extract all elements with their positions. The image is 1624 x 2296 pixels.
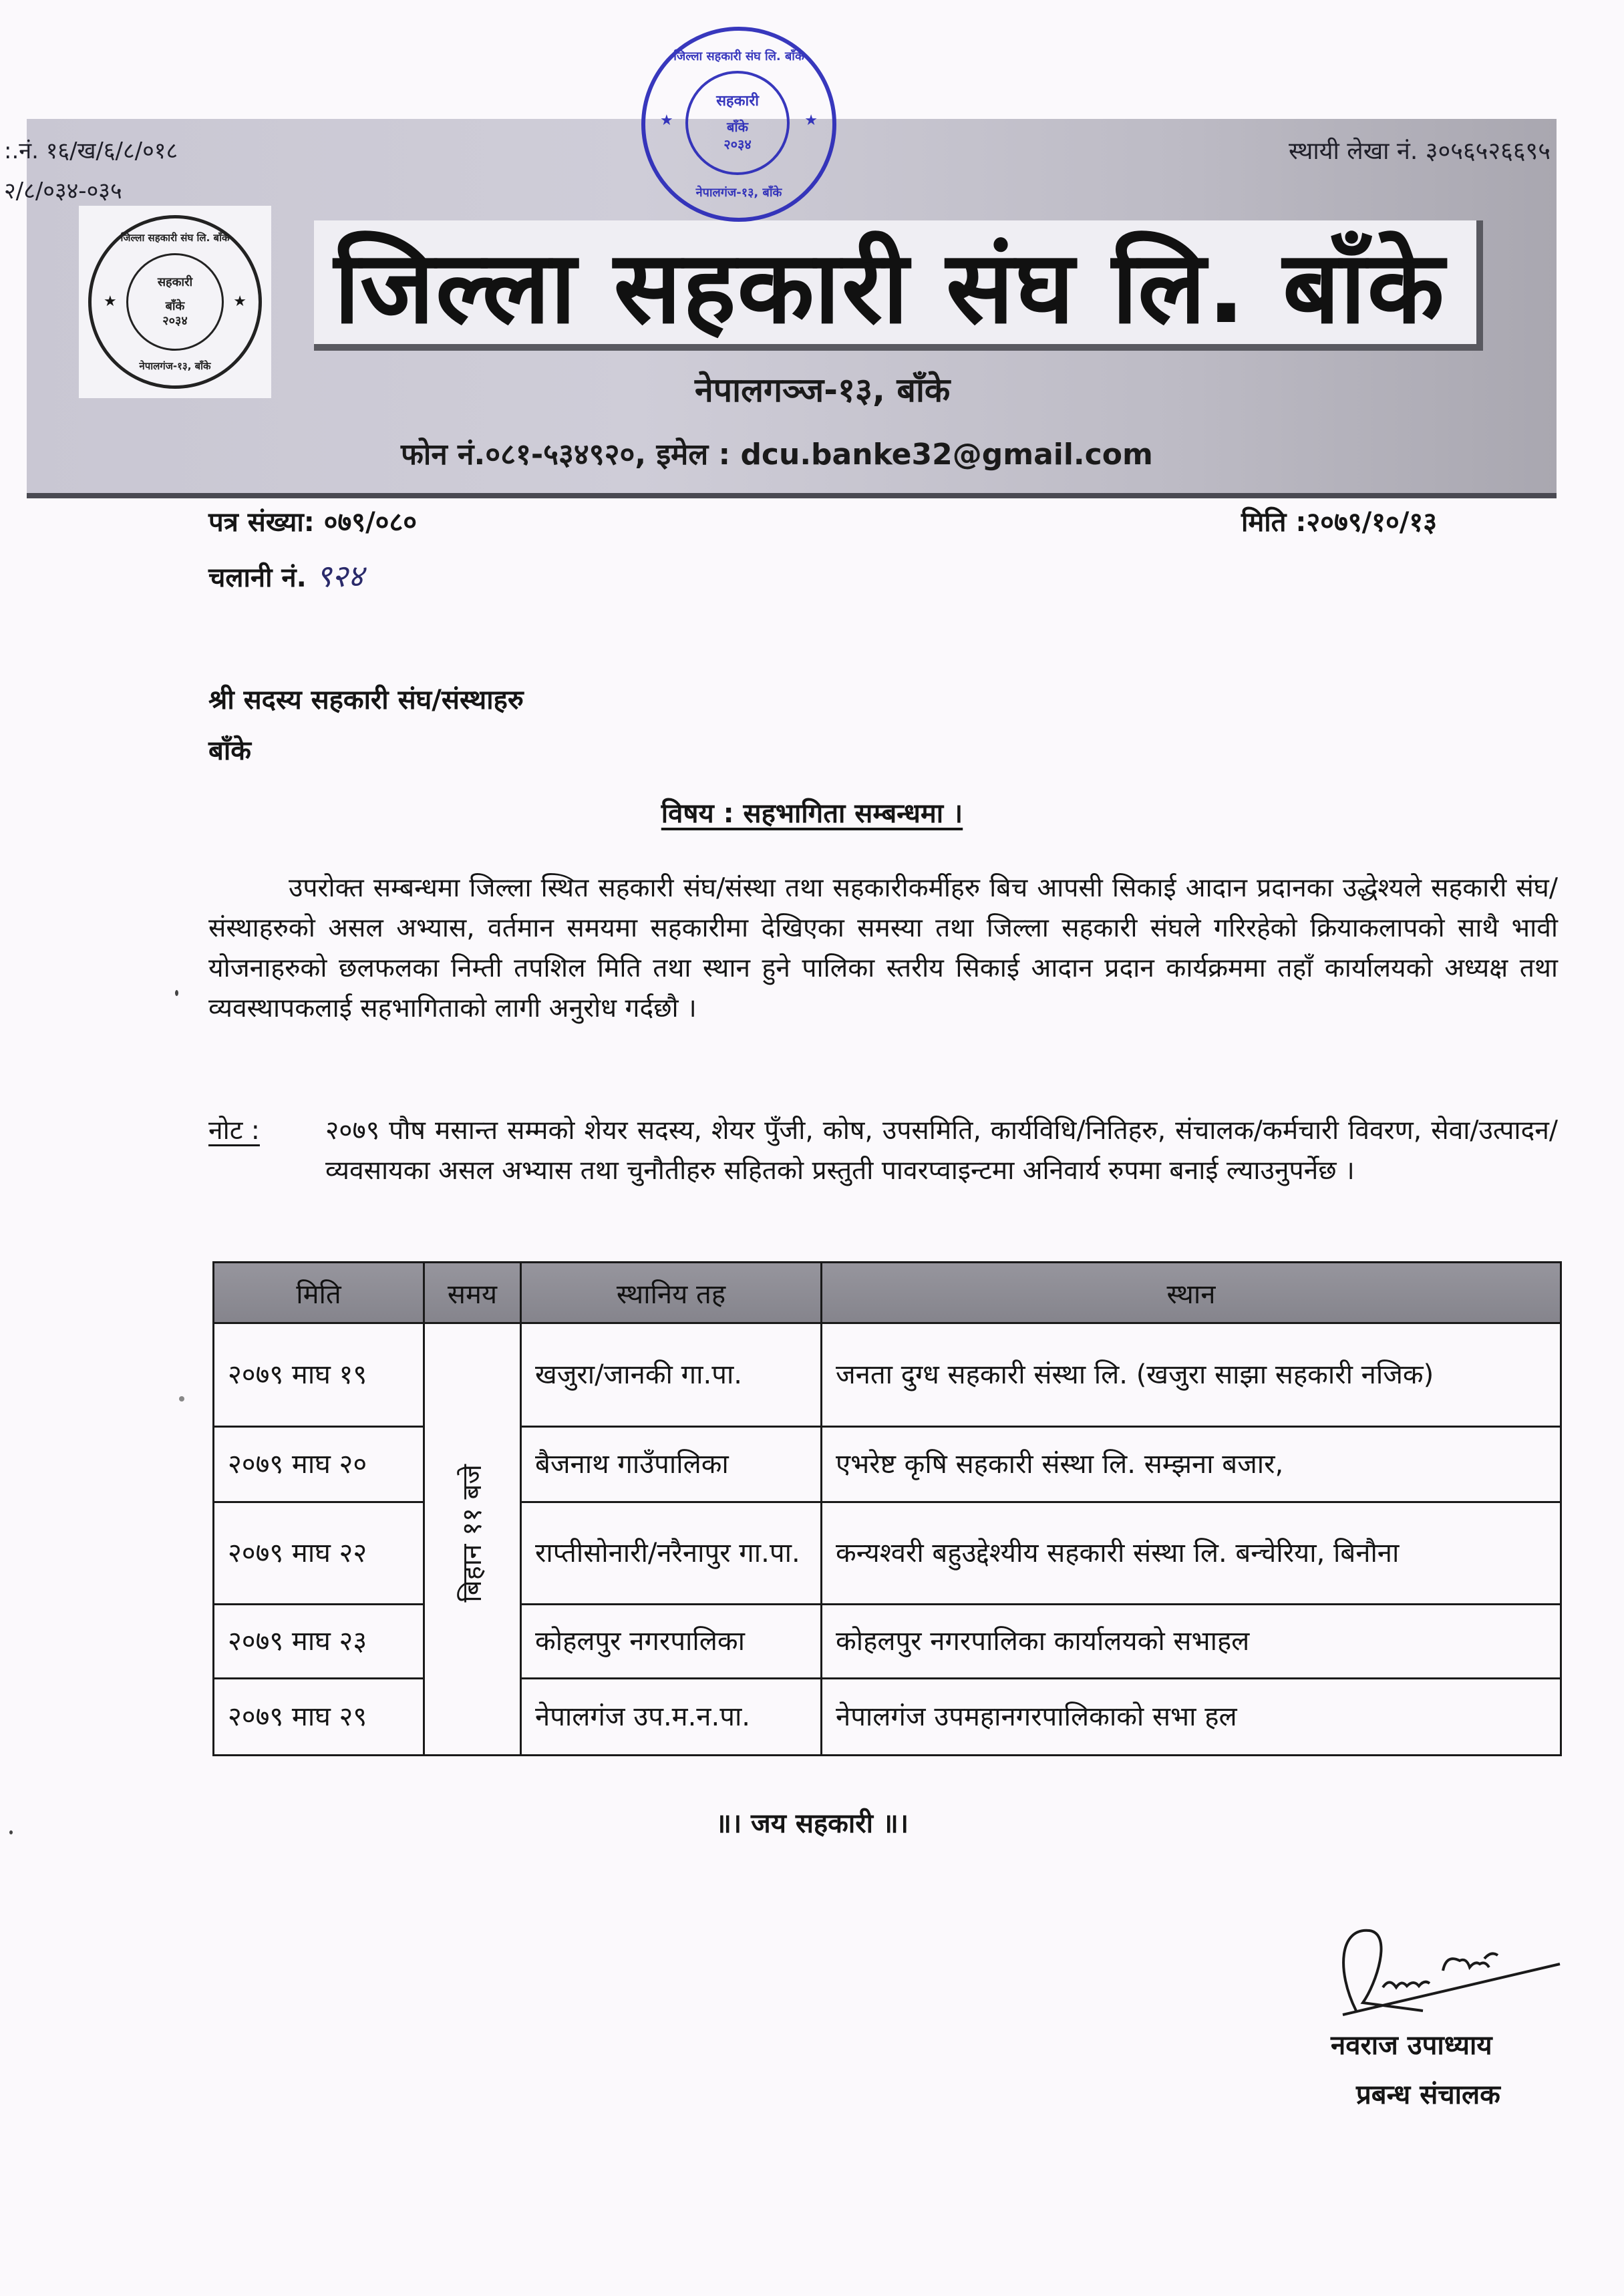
logo-inner-circle (126, 253, 224, 351)
organization-name: जिल्ला सहकारी संघ लि. बाँके (334, 230, 1446, 346)
signer-name: नवराज उपाध्याय (1331, 2030, 1492, 2061)
scan-speck (175, 990, 178, 996)
cell-venue: कन्यश्वरी बहुउद्देश्यीय सहकारी संस्था लि. बन्चेरिया, बिनौना (822, 1502, 1561, 1605)
time-text: बिहान ११ बजे (457, 1464, 488, 1603)
contact-separator: , (635, 438, 657, 472)
table-row (214, 1323, 1561, 1427)
note-label: नोट : (208, 1116, 260, 1146)
official-stamp-icon (641, 27, 836, 222)
addressee-line-1: श्री सदस्य सहकारी संघ/संस्थाहरु (208, 685, 524, 715)
cell-venue: एभरेष्ट कृषि सहकारी संस्था लि. सम्झना बजार, (822, 1427, 1561, 1502)
scan-speck (179, 1396, 184, 1402)
star-icon: ★ (660, 112, 673, 129)
logo-bottom-text: नेपालगंज-१३, बाँके (139, 360, 211, 372)
addressee (208, 675, 524, 776)
stamp-bottom-text: नेपालगंज-१३, बाँके (695, 186, 782, 200)
email-address[interactable]: dcu.banke32@gmail.com (740, 438, 1153, 472)
header-venue: स्थान (822, 1263, 1561, 1323)
registration-line-2: २/८/०३४-०३५ (4, 178, 122, 204)
header-local-level: स्थानिय तह (521, 1263, 822, 1323)
cell-date: २०७९ माघ २३ (214, 1605, 424, 1679)
table-row (214, 1427, 1561, 1502)
dispatch-value: ९२४ (315, 558, 364, 594)
cell-date: २०७९ माघ १९ (214, 1323, 424, 1427)
stamp-inner-circle (685, 71, 790, 175)
star-icon: ★ (104, 293, 117, 310)
subject-line (0, 794, 1624, 830)
note-text: २०७९ पौष मसान्त सम्मको शेयर सदस्य, शेयर पुँजी, कोष, उपसमिति, कार्यविधि/नितिहरु, संचालक/कर्मचारी विवरण, सेवा/उत्पादन/व्यवसायका असल अभ्यास तथा चुनौतीहरु सहितको प्रस्तुती पावरप्वाइन्टमा अनिवार्य रुपमा बनाई ल्याउनुपर्नेछ । (325, 1116, 1558, 1186)
note-label-wrap (208, 1111, 325, 1191)
cell-local-level: नेपालगंज उप.म.न.पा. (521, 1679, 822, 1756)
organization-logo (79, 206, 271, 398)
date-label: मिति : (1241, 507, 1307, 538)
note-section (208, 1111, 1558, 1191)
reference-number (208, 502, 417, 539)
header-time: समय (424, 1263, 521, 1323)
addressee-line-2: बाँके (208, 735, 251, 766)
cell-time (424, 1323, 521, 1756)
schedule-table (212, 1261, 1562, 1756)
header-date: मिति (214, 1263, 424, 1323)
body-paragraph: उपरोक्त सम्बन्धमा जिल्ला स्थित सहकारी संघ/संस्था तथा सहकारीकर्मीहरु बिच आपसी सिकाई आदान प्रदानका उद्धेश्यले सहकारी संघ/संस्थाहरुको असल अभ्यास, वर्तमान समयमा सहकारीमा देखिएका समस्या तथा जिल्ला सहकारी संघले गरिरहेको क्रियाकलापको साथै भावी योजनाहरुको छलफलका निम्ती तपशिल मिति तथा स्थान हुने पालिका स्तरीय सिकाई आदान प्रदान कार्यक्रममा तहाँ कार्यालयको अध्यक्ष तथा व्यवस्थापकलाई सहभागिताको लागी अनुरोध गर्दछौ । (208, 873, 1558, 1023)
cell-local-level: बैजनाथ गाउँपालिका (521, 1427, 822, 1502)
logo-district: बाँके (165, 299, 185, 313)
cell-venue: नेपालगंज उपमहानगरपालिकाको सभा हल (822, 1679, 1561, 1756)
dispatch-label: चलानी नं. (208, 562, 307, 593)
logo-ring-text: जिल्ला सहकारी संघ लि. बाँके (120, 232, 230, 244)
cell-local-level: कोहलपुर नगरपालिका (521, 1605, 822, 1679)
cell-date: २०७९ माघ २२ (214, 1502, 424, 1605)
cell-date: २०७९ माघ २९ (214, 1679, 424, 1756)
pan-label: स्थायी लेखा नं. (1289, 138, 1418, 165)
logo-year: २०३४ (162, 314, 188, 328)
closing-salutation: ॥। जय सहकारी ॥। (715, 1808, 909, 1839)
stamp-year: २०३४ (723, 136, 752, 152)
registration-numbers (4, 131, 178, 211)
cell-local-level: राप्तीसोनारी/नरैनापुर गा.पा. (521, 1502, 822, 1605)
stamp-ring-text: जिल्ला सहकारी संघ लि. बाँके (673, 49, 804, 63)
table-row (214, 1679, 1561, 1756)
logo-center-text: सहकारी (157, 275, 193, 289)
phone-label: फोन नं. (401, 438, 486, 472)
cell-date: २०७९ माघ २० (214, 1427, 424, 1502)
star-icon: ★ (804, 112, 818, 129)
table-row (214, 1605, 1561, 1679)
star-icon: ★ (233, 293, 247, 310)
stamp-center-text: सहकारी (716, 93, 759, 110)
table-row (214, 1502, 1561, 1605)
email-label: इमेल : (656, 438, 731, 472)
subject-text: विषय : सहभागिता सम्बन्धमा । (661, 798, 963, 829)
contact-line (401, 433, 1153, 473)
reference-label: पत्र संख्या: (208, 507, 315, 538)
phone-number: ०८१-५३४९२० (485, 438, 635, 472)
pan-value: ३०५६५२६६९५ (1425, 138, 1551, 165)
signer-title: प्रबन्ध संचालक (1356, 2080, 1500, 2110)
table-header-row (214, 1263, 1561, 1323)
scan-speck (9, 1830, 13, 1834)
logo-seal-icon (88, 215, 262, 389)
signature-icon (1329, 1924, 1570, 2017)
cell-venue: कोहलपुर नगरपालिका कार्यालयको सभाहल (822, 1605, 1561, 1679)
reference-value: ०७९/०८० (323, 507, 418, 538)
organization-address: नेपालगञ्ज-१३, बाँके (695, 371, 951, 409)
stamp-district: बाँके (727, 119, 748, 135)
letter-date (1241, 502, 1437, 539)
cell-venue: जनता दुग्ध सहकारी संस्था लि. (खजुरा साझा सहकारी नजिक) (822, 1323, 1561, 1427)
registration-line-1: :.नं. १६/ख/६/८/०१८ (4, 138, 178, 164)
cell-local-level: खजुरा/जानकी गा.पा. (521, 1323, 822, 1427)
date-value: २०७९/१०/१३ (1306, 507, 1437, 538)
dispatch-number (208, 554, 363, 596)
pan-number (1289, 134, 1551, 166)
